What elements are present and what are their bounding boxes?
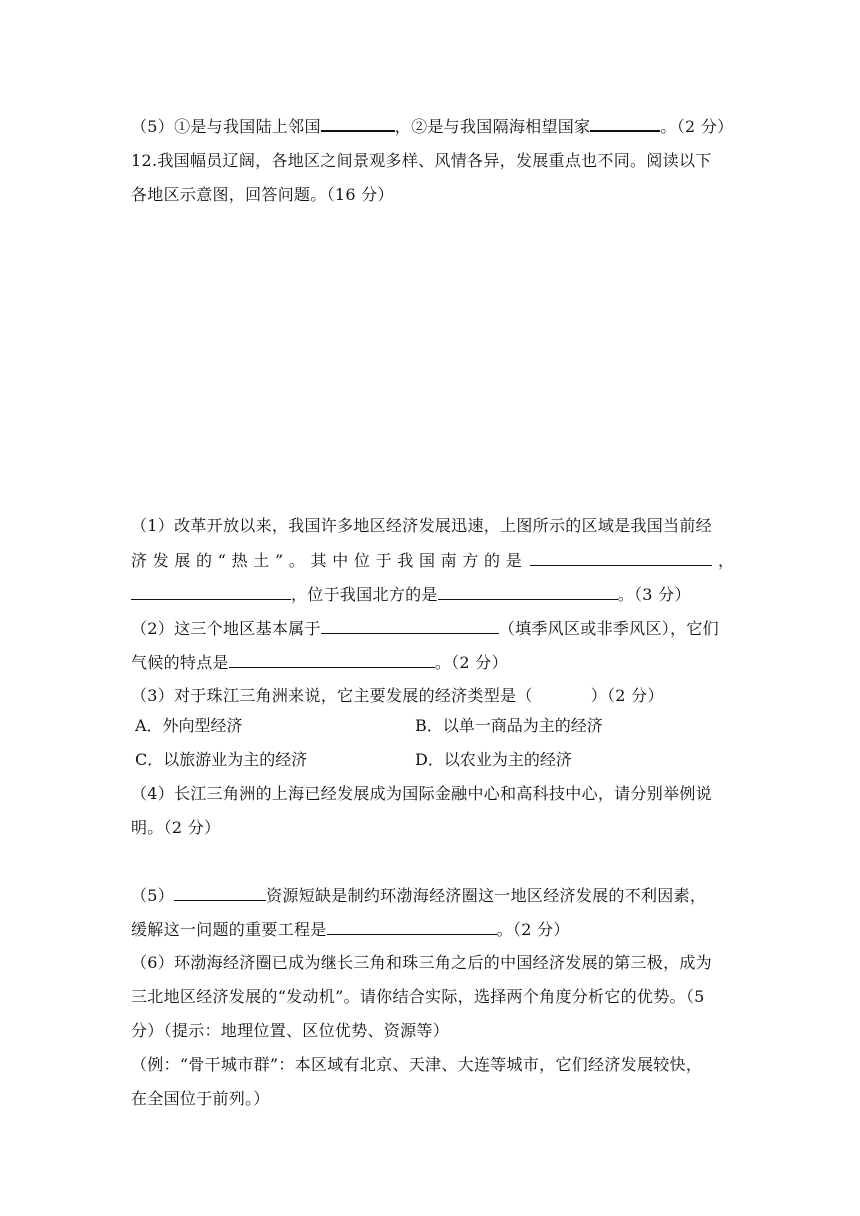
p5-line2-end: 。（2 分）: [496, 920, 570, 939]
p1-line2-text: 济 发 展 的 “ 热 土 ” 。 其 中 位 于 我 国 南 方 的 是: [131, 551, 523, 570]
p2-line2-end: 。（2 分）: [434, 653, 508, 672]
p3-stem-text: （3）对于珠江三角洲来说，它主要发展的经济类型是（: [131, 686, 533, 705]
p6-example-line1: （例：“骨干城市群”：本区域有北京、天津、大连等城市，它们经济发展较快，: [131, 1055, 703, 1074]
p3-stem: [131, 685, 664, 707]
q12-line1: 12.我国幅员辽阔，各地区之间景观多样、风情各异，发展重点也不同。阅读以下: [131, 151, 712, 170]
p3-stem-end: ）（2 分）: [590, 686, 664, 705]
answer-blank-north[interactable]: [438, 583, 618, 600]
p1-line3-text: ，位于我国北方的是: [291, 585, 438, 604]
p5-line2-text: 缓解这一问题的重要工程是: [131, 920, 327, 939]
p5-line1: [131, 884, 706, 907]
p6-example-line2: 在全国位于前列。）: [131, 1089, 270, 1108]
p5-line1-text: 资源短缺是制约环渤海经济圈这一地区经济发展的不利因素，: [266, 886, 707, 905]
p5-label: （5）: [131, 886, 175, 905]
q12-line2: 各地区示意图，回答问题。（16 分）: [131, 185, 394, 204]
answer-blank-resource[interactable]: [174, 884, 266, 901]
q5-top-line: [131, 114, 733, 138]
q5-text-a: （5）①是与我国陆上邻国: [131, 117, 321, 136]
p1-line1: （1）改革开放以来，我国许多地区经济发展迅速，上图所示的区域是我国当前经: [131, 516, 712, 535]
p6-line3: 分）（提示：地理位置、区位优势、资源等）: [131, 1021, 450, 1040]
answer-blank-neighbor-land[interactable]: [321, 114, 395, 132]
p5-line2: [131, 918, 570, 941]
answer-blank-project[interactable]: [327, 918, 497, 935]
p2-line1-text: （2）这三个地区基本属于: [131, 619, 321, 638]
p2-line1-end: （填季风区或非季风区），它们: [498, 619, 719, 638]
p1-comma: ，: [718, 551, 735, 570]
p2-line2-text: 气候的特点是: [131, 653, 229, 672]
option-d[interactable]: D．以农业为主的经济: [415, 750, 572, 769]
p4-line2: 明。（2 分）: [131, 818, 221, 837]
option-a[interactable]: A．外向型经济: [135, 716, 243, 735]
p6-line1: （6）环渤海经济圈已成为继长三角和珠三角之后的中国经济发展的第三极，成为: [131, 953, 712, 972]
option-c[interactable]: C．以旅游业为主的经济: [135, 750, 308, 769]
answer-blank-neighbor-sea[interactable]: [590, 114, 660, 132]
p1-line2: [131, 549, 734, 572]
answer-blank-south-1[interactable]: [530, 549, 712, 566]
p4-line1: （4）长江三角洲的上海已经发展成为国际金融中心和高科技中心，请分别举例说: [131, 784, 712, 803]
q5-text-c: 。（2 分）: [660, 117, 734, 136]
answer-blank-monsoon[interactable]: [321, 617, 499, 634]
p2-line2: [131, 651, 508, 674]
p6-line2: 三北地区经济发展的“发动机”。请你结合实际，选择两个角度分析它的优势。（5: [131, 987, 705, 1006]
q5-text-b: ，②是与我国隔海相望国家: [394, 117, 591, 136]
p1-line3-end: 。（3 分）: [617, 585, 691, 604]
answer-blank-climate[interactable]: [229, 651, 435, 668]
p2-line1: [131, 617, 719, 640]
p1-line3: [131, 583, 691, 606]
option-b[interactable]: B．以单一商品为主的经济: [415, 716, 603, 735]
answer-blank-south-2[interactable]: [131, 583, 291, 600]
